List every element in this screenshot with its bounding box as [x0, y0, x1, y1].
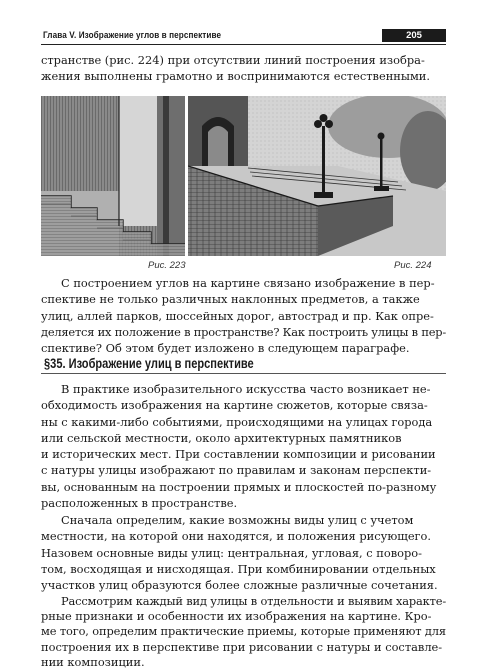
- figure-caption: Рис. 223: [148, 260, 186, 271]
- text-line: или сельской местности, около архитектурных памятников: [41, 430, 402, 445]
- text-line: Сначала определим, какие возможны виды улиц с учетом: [61, 513, 414, 527]
- chapter-title: Глава V. Изображение углов в перспективе: [43, 30, 222, 41]
- text-line: и исторических мест. При составлении композиции и рисовании: [41, 447, 436, 462]
- text-line: ме того, определим практические приемы, которые применяют для: [41, 624, 446, 639]
- text-line: расположенных в пространстве.: [41, 496, 238, 511]
- text-line: нии композиции.: [41, 654, 145, 669]
- running-header: [41, 30, 446, 45]
- text-line: построения их в перспективе при рисовании с натуры и составле-: [41, 639, 443, 654]
- text-line: местности, на которой они находятся, и положения рисующего.: [41, 529, 432, 544]
- text-line: улиц, аллей парков, шоссейных дорог, автострад и пр. Как опре-: [41, 308, 434, 323]
- text-line: вы, основанным на построении прямых и плоскостей по-разному: [41, 479, 437, 494]
- text-line: Рассмотрим каждый вид улицы в отдельности и выявим характе-: [61, 594, 446, 608]
- text-line: деляется их положение в пространстве? Как построить улицы в пер-: [41, 324, 446, 339]
- section-heading: [41, 356, 446, 374]
- paragraph: [41, 381, 446, 511]
- street-stairs-lamps-illustration-icon: [188, 96, 446, 256]
- text-line: В практике изобразительного искусства часто возникает не-: [61, 382, 431, 396]
- text-line: обходимость изображения на картине сюжетов, которые связа-: [41, 398, 428, 413]
- text-line: участков улиц образуются более сложные различные сочетания.: [41, 578, 438, 593]
- paragraph: [41, 594, 446, 670]
- text-line: Назовем основные виды улиц: центральная, угловая, с поворо-: [41, 545, 422, 560]
- page-number: 205: [382, 29, 446, 42]
- paragraph: [41, 275, 446, 356]
- section-title: §35. Изображение улиц в перспективе: [44, 356, 254, 371]
- text-line: спективе? Об этом будет изложено в следующем параграфе.: [41, 341, 410, 356]
- figure-caption: Рис. 224: [394, 260, 432, 271]
- text-line: спективе не только различных наклонных предметов, а также: [41, 292, 420, 307]
- figure-223: [41, 96, 185, 256]
- text-line: С построением углов на картине связано изображение в пер-: [61, 276, 435, 290]
- text-line: жения выполнены грамотно и воспринимаются естественными.: [41, 69, 431, 84]
- stairs-illustration-icon: [41, 96, 185, 256]
- text-line: с натуры улицы изображают по правилам и законам перспекти-: [41, 463, 432, 478]
- text-line: странстве (рис. 224) при отсутствии линий построения изобра-: [41, 53, 425, 67]
- text-line: рные признаки и особенности их изображения на картине. Кро-: [41, 609, 432, 624]
- text-line: том, восходящая и нисходящая. При комбинировании отдельных: [41, 561, 436, 576]
- paragraph: [41, 512, 446, 593]
- text-line: ны с какими-либо событиями, происходящими на улицах города: [41, 414, 433, 429]
- intro-paragraph: [41, 52, 446, 85]
- figure-224: [188, 96, 446, 256]
